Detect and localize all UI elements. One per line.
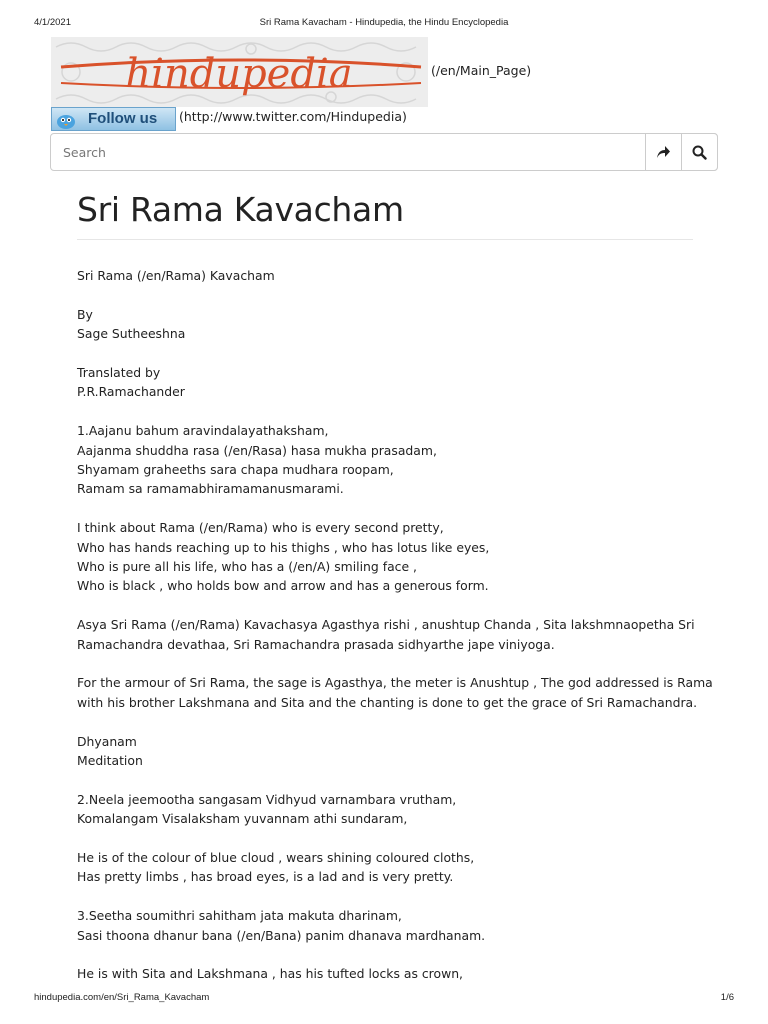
paragraph xyxy=(77,848,707,887)
print-page-number: 1/6 xyxy=(720,992,734,1003)
magnifier-icon xyxy=(692,145,707,160)
text-line: Asya Sri Rama (/en/Rama) Kavachasya Agasthya rishi , anushtup Chanda , Sita lakshmnaopetha Sri xyxy=(77,617,695,633)
paragraph xyxy=(77,906,707,945)
print-url: hindupedia.com/en/Sri_Rama_Kavacham xyxy=(34,992,210,1003)
text-line: Has pretty limbs , has broad eyes, is a lad and is very pretty. xyxy=(77,869,454,885)
title-divider xyxy=(77,239,693,240)
text-line: 2.Neela jeemootha sangasam Vidhyud varnambara vrutham, xyxy=(77,791,457,807)
article-body xyxy=(77,266,713,1003)
go-button[interactable] xyxy=(645,133,682,171)
paragraph xyxy=(77,790,707,829)
text-line: He is with Sita and Lakshmana , has his tufted locks as crown, xyxy=(77,966,463,982)
text-line: Who has hands reaching up to his thighs , who has lotus like eyes, xyxy=(77,539,490,555)
text-line: 3.Seetha soumithri sahitham jata makuta dharinam, xyxy=(77,908,402,924)
text-line: Ramachandra devathaa, Sri Ramachandra prasada sidhyarthe jape viniyoga. xyxy=(77,636,555,652)
text-line: Who is black , who holds bow and arrow and has a generous form. xyxy=(77,578,489,594)
text-line: Dhyanam xyxy=(77,733,137,749)
text-line: Sage Sutheeshna xyxy=(77,326,186,342)
print-footer xyxy=(34,992,734,1006)
text-line: Sri Rama (/en/Rama) Kavacham xyxy=(77,268,275,283)
main-page-link[interactable]: (/en/Main_Page) xyxy=(431,63,532,78)
text-line: 1.Aajanu bahum aravindalayathaksham, xyxy=(77,423,329,439)
print-date: 4/1/2021 xyxy=(34,17,71,28)
paragraph xyxy=(77,421,707,499)
paragraph xyxy=(77,732,707,771)
paragraph xyxy=(77,305,707,344)
search-button[interactable] xyxy=(681,133,718,171)
paragraph xyxy=(77,363,707,402)
paragraph xyxy=(77,266,707,285)
print-page-title: Sri Rama Kavacham - Hindupedia, the Hindu Encyclopedia xyxy=(259,17,509,28)
hindupedia-logo[interactable] xyxy=(51,37,428,107)
text-line: Who is pure all his life, who has a (/en/A) smiling face , xyxy=(77,559,417,575)
follow-us-button[interactable] xyxy=(51,107,176,131)
paragraph xyxy=(77,964,707,983)
paragraph xyxy=(77,615,707,654)
text-line: By xyxy=(77,306,93,322)
text-line: with his brother Lakshmana and Sita and the chanting is done to get the grace of Sri Ramachandra. xyxy=(77,694,698,710)
logo-wordmark: hindupedia xyxy=(125,51,353,97)
search-bar xyxy=(50,133,718,171)
twitter-link[interactable]: (http://www.twitter.com/Hindupedia) xyxy=(179,109,407,124)
paragraph xyxy=(77,518,707,596)
share-arrow-icon xyxy=(656,145,671,159)
twitter-bird-icon xyxy=(55,111,77,129)
text-line: Shyamam graheeths sara chapa mudhara roopam, xyxy=(77,462,394,478)
text-line: Ramam sa ramamabhiramamanusmarami. xyxy=(77,481,344,497)
text-line: For the armour of Sri Rama, the sage is Agasthya, the meter is Anushtup , The god addressed is Rama xyxy=(77,675,713,691)
paragraph xyxy=(77,673,713,712)
follow-us-label: Follow us xyxy=(88,110,158,127)
text-line: Aajanma shuddha rasa (/en/Rasa) hasa mukha prasadam, xyxy=(77,442,437,458)
text-line: Komalangam Visalaksham yuvannam athi sundaram, xyxy=(77,811,408,827)
text-line: Sasi thoona dhanur bana (/en/Bana) panim dhanava mardhanam. xyxy=(77,927,486,943)
text-line: Meditation xyxy=(77,753,143,769)
page-title: Sri Rama Kavacham xyxy=(77,190,404,229)
text-line: P.R.Ramachander xyxy=(77,384,185,400)
logo-graphic xyxy=(51,37,428,107)
print-header xyxy=(34,17,734,31)
text-line: I think about Rama (/en/Rama) who is every second pretty, xyxy=(77,520,444,536)
text-line: He is of the colour of blue cloud , wears shining coloured cloths, xyxy=(77,850,475,866)
text-line: Translated by xyxy=(77,365,161,380)
search-input[interactable]: Search xyxy=(63,145,106,160)
